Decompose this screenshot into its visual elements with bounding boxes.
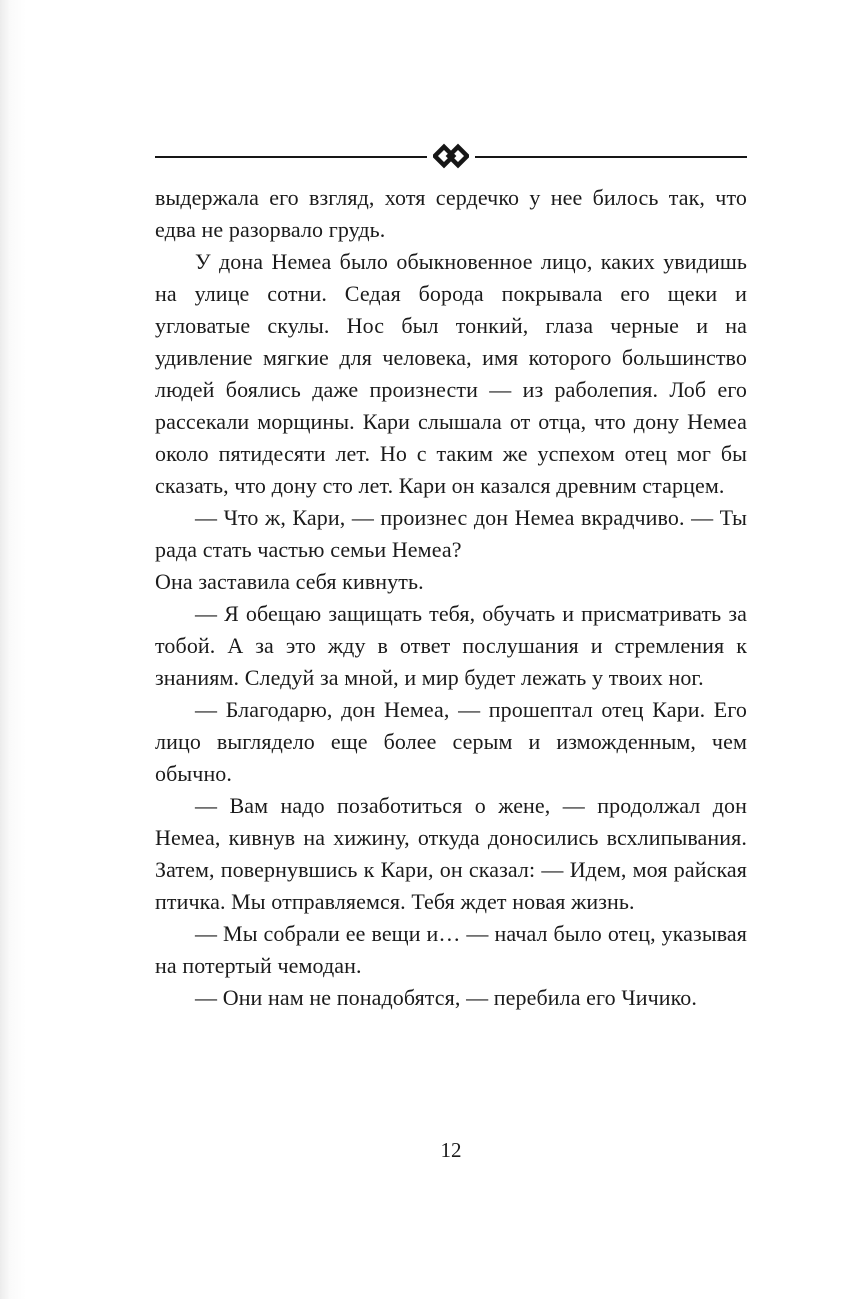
paragraph: Она заставила себя кивнуть.: [155, 569, 424, 594]
paragraph: выдержала его взгляд, хотя сердечко у нее билось так, что едва не разорвало грудь.: [155, 185, 747, 242]
paragraph: — Мы собрали ее вещи и… — начал было отец, указывая на потертый чемодан.: [155, 921, 747, 978]
chapter-ornament: [155, 140, 747, 174]
paragraph: — Я обещаю защищать тебя, обучать и присматривать за тобой. А за это жду в ответ послушания и стремления к знаниям. Следуй за мной, и мир будет лежать у твоих ног.: [155, 601, 747, 690]
page-number: 12: [440, 1138, 462, 1162]
paragraph: — Вам надо позаботиться о жене, — продолжал дон Немеа, кивнув на хижину, откуда доносились всхлипывания. Затем, повернувшись к Кари, он сказал: — Идем, моя райская птичка. Мы отправляемся. Тебя ждет новая жизнь.: [155, 793, 747, 914]
paragraph: — Они нам не понадобятся, — перебила его Чичико.: [195, 985, 698, 1010]
ornament-rule-right: [475, 156, 747, 158]
page-text: [155, 182, 747, 1014]
paragraph: У дона Немеа было обыкновенное лицо, каких увидишь на улице сотни. Седая борода покрывала его щеки и угловатые скулы. Нос был тонкий, глаза черные и на удивление мягкие для человека, имя которого большинство людей боялись даже произнести — из раболепия. Лоб его рассекали морщины. Кари слышала от отца, что дону Немеа около пятидесяти лет. Но с таким же успехом отец мог бы сказать, что дону сто лет. Кари он казался древним старцем.: [155, 249, 747, 498]
paragraph: — Что ж, Кари, — произнес дон Немеа вкрадчиво. — Ты рада стать частью семьи Немеа?: [155, 505, 747, 562]
ornament-rule-left: [155, 156, 427, 158]
diamond-knot-icon: [433, 140, 469, 174]
paragraph: — Благодарю, дон Немеа, — прошептал отец Кари. Его лицо выглядело еще более серым и изможденным, чем обычно.: [155, 697, 747, 786]
